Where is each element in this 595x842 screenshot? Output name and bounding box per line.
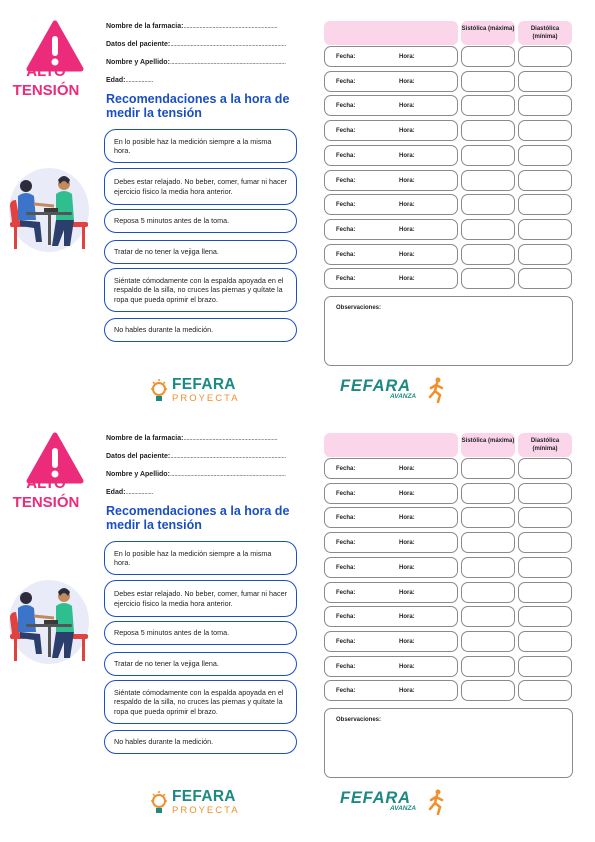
proyecta-tagline: PROYECTA (172, 393, 240, 404)
diastolic-cell[interactable] (518, 631, 572, 652)
date-time-cell[interactable] (324, 631, 458, 652)
reading-row (324, 244, 574, 265)
date-label: Fecha: (336, 103, 356, 110)
reading-row (324, 458, 574, 479)
date-time-cell[interactable] (324, 483, 458, 504)
time-label: Hora: (399, 152, 415, 159)
recommendation-box: No hables durante la medición. (104, 318, 297, 342)
time-label: Hora: (399, 490, 415, 497)
systolic-cell[interactable] (461, 46, 515, 67)
time-label: Hora: (399, 688, 415, 695)
date-time-cell[interactable] (324, 95, 458, 116)
recommendation-box: Tratar de no tener la vejiga llena. (104, 652, 297, 676)
date-label: Fecha: (336, 688, 356, 695)
name-field[interactable]: Nombre y Apellido:................................................................................ (106, 59, 286, 66)
date-time-cell[interactable] (324, 194, 458, 215)
reading-row (324, 631, 574, 652)
date-label: Fecha: (336, 54, 356, 60)
diastolic-cell[interactable] (518, 507, 572, 528)
date-label: Fecha: (336, 638, 356, 645)
time-label: Hora: (399, 638, 415, 645)
date-time-cell[interactable] (324, 46, 458, 67)
fefara-avanza-logo (340, 789, 450, 819)
age-field[interactable]: Edad:................... (106, 77, 153, 84)
diastolic-header: Diastólica (mínima) (518, 21, 572, 45)
reading-row (324, 170, 574, 191)
reading-row (324, 95, 574, 116)
systolic-cell[interactable] (461, 71, 515, 92)
reading-row (324, 656, 574, 677)
fefara-proyecta-logo (150, 376, 250, 408)
proyecta-tagline: PROYECTA (172, 805, 240, 816)
pharmacy-field[interactable]: Nombre de la farmacia:................................................................. (106, 23, 278, 30)
name-field[interactable]: Nombre y Apellido:................................................................................ (106, 471, 286, 478)
patient-data-field[interactable]: Datos del paciente:................................................................................ (106, 453, 286, 460)
systolic-cell[interactable] (461, 656, 515, 677)
recommendation-box: No hables durante la medición. (104, 730, 297, 754)
time-label: Hora: (399, 515, 415, 522)
diastolic-header: Diastólica (mínima) (518, 433, 572, 457)
avanza-brand: FEFARA (340, 789, 411, 807)
diastolic-cell[interactable] (518, 71, 572, 92)
recommendations-title: Recomendaciones a la hora de medir la tensión (106, 504, 290, 532)
diastolic-cell[interactable] (518, 532, 572, 553)
date-time-cell[interactable] (324, 458, 458, 479)
time-label: Hora: (399, 614, 415, 621)
date-time-cell[interactable] (324, 680, 458, 701)
time-label: Hora: (399, 564, 415, 571)
date-time-cell[interactable] (324, 656, 458, 677)
warning-line-2: TENSIÓN (12, 82, 80, 99)
reading-row (324, 120, 574, 141)
systolic-cell[interactable] (461, 268, 515, 289)
diastolic-cell[interactable] (518, 680, 572, 701)
warning-line-1: ALTO (26, 475, 66, 492)
proyecta-brand: FEFARA (172, 376, 236, 393)
avanza-tagline: AVANZA (390, 805, 417, 812)
diastolic-cell[interactable] (518, 244, 572, 265)
date-time-cell[interactable] (324, 606, 458, 627)
time-label: Hora: (399, 276, 415, 283)
date-time-cell[interactable] (324, 582, 458, 603)
time-label: Hora: (399, 251, 415, 258)
recommendation-box: Reposa 5 minutos antes de la toma. (104, 209, 297, 233)
reading-row (324, 46, 574, 67)
date-time-cell[interactable] (324, 219, 458, 240)
date-time-cell[interactable] (324, 244, 458, 265)
recommendation-box: Tratar de no tener la vejiga llena. (104, 240, 297, 264)
recommendation-box: Reposa 5 minutos antes de la toma. (104, 621, 297, 645)
warning-line-2: TENSIÓN (12, 494, 80, 511)
date-label: Fecha: (336, 466, 356, 472)
date-label: Fecha: (336, 251, 356, 258)
observations-label: Observaciones: (336, 717, 382, 723)
date-label: Fecha: (336, 515, 356, 522)
time-label: Hora: (399, 589, 415, 596)
diastolic-cell[interactable] (518, 582, 572, 603)
time-label: Hora: (399, 128, 415, 135)
diastolic-cell[interactable] (518, 170, 572, 191)
systolic-cell[interactable] (461, 582, 515, 603)
systolic-cell[interactable] (461, 606, 515, 627)
diastolic-cell[interactable] (518, 557, 572, 578)
diastolic-cell[interactable] (518, 120, 572, 141)
date-label: Fecha: (336, 589, 356, 596)
systolic-cell[interactable] (461, 557, 515, 578)
reading-row (324, 582, 574, 603)
systolic-header: Sistólica (máxima) (461, 433, 515, 457)
reading-row (324, 532, 574, 553)
fefara-avanza-logo (340, 377, 450, 407)
date-label: Fecha: (336, 177, 356, 184)
diastolic-cell[interactable] (518, 268, 572, 289)
diastolic-cell[interactable] (518, 145, 572, 166)
systolic-cell[interactable] (461, 170, 515, 191)
runner-icon (426, 789, 448, 815)
time-label: Hora: (399, 78, 415, 85)
systolic-cell[interactable] (461, 532, 515, 553)
patient-fields (106, 22, 306, 94)
fefara-proyecta-logo (150, 788, 250, 820)
lightbulb-icon (150, 790, 168, 816)
diastolic-cell[interactable] (518, 219, 572, 240)
systolic-cell[interactable] (461, 219, 515, 240)
patient-data-field[interactable]: Datos del paciente:................................................................................ (106, 41, 286, 48)
reading-row (324, 507, 574, 528)
time-label: Hora: (399, 202, 415, 209)
systolic-cell[interactable] (461, 194, 515, 215)
date-label: Fecha: (336, 276, 356, 283)
avanza-tagline: AVANZA (390, 393, 417, 400)
patient-fields (106, 434, 306, 506)
reading-row (324, 71, 574, 92)
date-time-cell[interactable] (324, 145, 458, 166)
warning-heading (0, 62, 92, 100)
age-field[interactable]: Edad:................... (106, 489, 153, 496)
card-bottom (0, 412, 595, 823)
time-label: Hora: (399, 540, 415, 547)
date-time-cell[interactable] (324, 557, 458, 578)
reading-row (324, 606, 574, 627)
date-time-cell[interactable] (324, 120, 458, 141)
warning-line-1: ALTO (26, 63, 66, 80)
date-time-cell[interactable] (324, 71, 458, 92)
proyecta-brand: FEFARA (172, 788, 236, 805)
time-label: Hora: (399, 54, 415, 60)
lightbulb-icon (150, 378, 168, 404)
consultation-illustration (6, 160, 92, 258)
reading-row (324, 483, 574, 504)
diastolic-cell[interactable] (518, 606, 572, 627)
reading-row (324, 219, 574, 240)
systolic-cell[interactable] (461, 95, 515, 116)
recommendation-box: En lo posible haz la medición siempre a la misma hora. (104, 129, 297, 163)
date-label: Fecha: (336, 663, 356, 670)
recommendation-box: En lo posible haz la medición siempre a la misma hora. (104, 541, 297, 575)
observations-box[interactable] (324, 296, 573, 366)
recommendation-box: Debes estar relajado. No beber, comer, fumar ni hacer ejercicio físico la media hora anterior. (104, 168, 297, 205)
diastolic-cell[interactable] (518, 656, 572, 677)
date-label: Fecha: (336, 540, 356, 547)
time-label: Hora: (399, 466, 415, 472)
date-label: Fecha: (336, 128, 356, 135)
systolic-cell[interactable] (461, 145, 515, 166)
warning-heading (0, 474, 92, 512)
runner-icon (426, 377, 448, 403)
diastolic-cell[interactable] (518, 458, 572, 479)
systolic-cell[interactable] (461, 680, 515, 701)
observations-box[interactable] (324, 708, 573, 778)
date-time-cell[interactable] (324, 170, 458, 191)
time-label: Hora: (399, 177, 415, 184)
recommendation-box: Debes estar relajado. No beber, comer, fumar ni hacer ejercicio físico la media hora anterior. (104, 580, 297, 617)
diastolic-cell[interactable] (518, 95, 572, 116)
card-top (0, 0, 595, 411)
time-label: Hora: (399, 663, 415, 670)
header-blank-cell (324, 21, 458, 45)
diastolic-cell[interactable] (518, 483, 572, 504)
systolic-cell[interactable] (461, 631, 515, 652)
reading-row (324, 145, 574, 166)
avanza-brand: FEFARA (340, 377, 411, 395)
recommendation-box: Siéntate cómodamente con la espalda apoyada en el respaldo de la silla, no cruces las piernas y quítate la ropa que pueda oprimir el brazo. (104, 680, 297, 724)
date-label: Fecha: (336, 614, 356, 621)
pharmacy-field[interactable]: Nombre de la farmacia:................................................................. (106, 435, 278, 442)
systolic-cell[interactable] (461, 483, 515, 504)
date-time-cell[interactable] (324, 268, 458, 289)
observations-label: Observaciones: (336, 305, 382, 311)
date-time-cell[interactable] (324, 507, 458, 528)
reading-row (324, 194, 574, 215)
diastolic-cell[interactable] (518, 46, 572, 67)
reading-row (324, 268, 574, 289)
time-label: Hora: (399, 103, 415, 110)
systolic-header: Sistólica (máxima) (461, 21, 515, 45)
date-label: Fecha: (336, 226, 356, 233)
reading-row (324, 557, 574, 578)
header-blank-cell (324, 433, 458, 457)
date-label: Fecha: (336, 564, 356, 571)
systolic-cell[interactable] (461, 120, 515, 141)
time-label: Hora: (399, 226, 415, 233)
recommendations-title: Recomendaciones a la hora de medir la tensión (106, 92, 290, 120)
readings-table-header (324, 433, 574, 457)
date-label: Fecha: (336, 490, 356, 497)
diastolic-cell[interactable] (518, 194, 572, 215)
reading-row (324, 680, 574, 701)
date-label: Fecha: (336, 202, 356, 209)
systolic-cell[interactable] (461, 458, 515, 479)
readings-table-header (324, 21, 574, 45)
recommendation-box: Siéntate cómodamente con la espalda apoyada en el respaldo de la silla, no cruces las piernas y quítate la ropa que pueda oprimir el brazo. (104, 268, 297, 312)
systolic-cell[interactable] (461, 507, 515, 528)
date-label: Fecha: (336, 78, 356, 85)
date-label: Fecha: (336, 152, 356, 159)
systolic-cell[interactable] (461, 244, 515, 265)
consultation-illustration (6, 572, 92, 670)
date-time-cell[interactable] (324, 532, 458, 553)
